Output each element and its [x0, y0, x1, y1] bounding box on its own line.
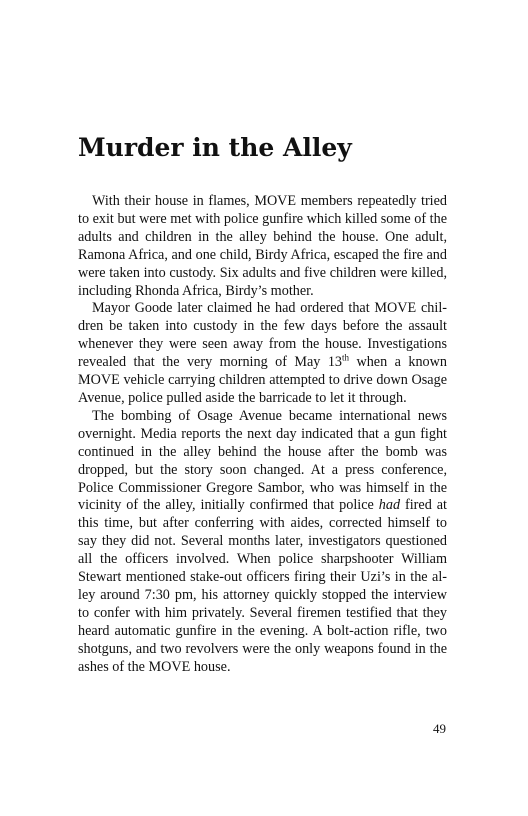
chapter-title: Murder in the Alley: [78, 133, 352, 162]
paragraph-2-text-end: when a known MOVE vehicle carrying children attempted to drive down Osage Avenue, police pulled aside the barricade to let it through.: [78, 354, 447, 406]
emphasized-word: had: [378, 497, 401, 514]
paragraph-1-text: With their house in flames, MOVE members repeatedly tried to exit but were met with police gunfire which killed some of the adults and children in the alley behind the house. One adult, Ramona Africa, and one child, Birdy Africa, escaped the fire and were taken into custody. Six adults and five children were killed, including Rhonda Africa, Birdy’s mother.: [78, 193, 447, 299]
ordinal-superscript: th: [342, 352, 350, 363]
paragraph-1: [78, 193, 447, 300]
page-number: 49: [433, 721, 446, 736]
paragraph-3-text-end: fired at this time, but after conferring with aides, corrected himself to say they did not. Several months later, investigators questioned all the officers involved. When police sharpshooter William Stewart mentioned stake-out officers firing their Uzi’s in the alley around 7:30 pm, his attorney quickly stopped the interview to confer with him privately. Several firemen testified that they heard automatic gunfire in the evening. A bolt-action rifle, two shotguns, and two revolvers were the only weapons found in the ashes of the MOVE house.: [78, 497, 447, 675]
paragraph-2: [78, 300, 447, 407]
paragraph-2-text-start: Mayor Goode later claimed he had ordered that MOVE children be taken into custody in the few days before the assault whenever they were seen away from the house. Investigations revealed that the very morning of May 13: [78, 300, 447, 371]
body-text: [78, 193, 447, 676]
paragraph-3: [78, 408, 447, 677]
paragraph-3-text-start: The bombing of Osage Avenue became international news overnight. Media reports the next day indicated that a gun fight continued in the alley behind the house after the bomb was dropped, but the story soon changed. At a press conference, Police Commissioner Gregore Sambor, who was himself in the vicinity of the alley, initially confirmed that police: [78, 407, 447, 514]
